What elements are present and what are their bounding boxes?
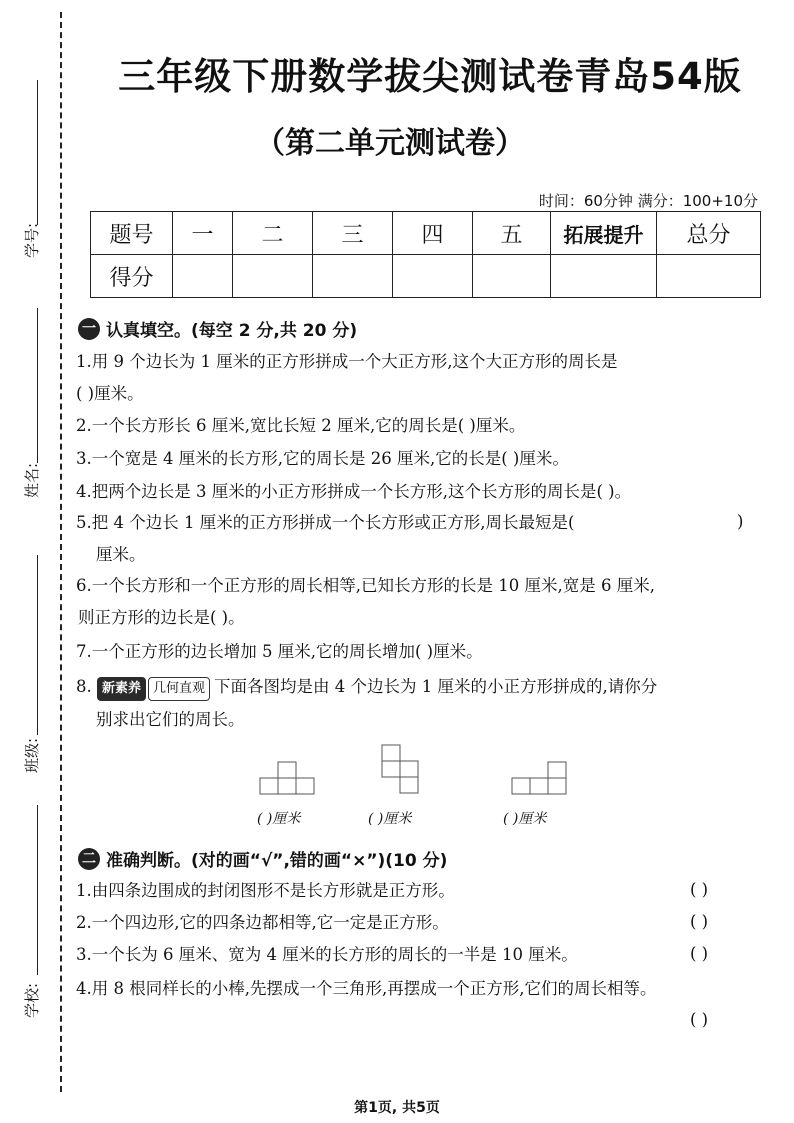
- figure-1-square: [278, 762, 296, 778]
- figure-1-square: [260, 778, 278, 794]
- score-header-cell: 四: [393, 212, 473, 255]
- student-id-label: 学号:: [23, 222, 42, 259]
- page-subtitle: （第二单元测试卷）: [255, 126, 525, 161]
- score-header-cell: 总分: [657, 212, 761, 255]
- answer-bracket[interactable]: ( ): [690, 944, 709, 963]
- question-1-1-cont: ( )厘米。: [76, 384, 144, 403]
- section-badge: 一: [78, 318, 100, 340]
- question-1-8: [76, 676, 657, 701]
- score-cell[interactable]: [173, 255, 233, 298]
- question-2-4: 4.用 8 根同样长的小棒,先摆成一个三角形,再摆成一个正方形,它们的周长相等。: [76, 979, 657, 998]
- question-1-2: 2.一个长方形长 6 厘米,宽比长短 2 厘米,它的周长是( )厘米。: [76, 416, 526, 435]
- answer-bracket[interactable]: ( ): [690, 880, 709, 899]
- name-line: [37, 308, 38, 463]
- question-1-3: 3.一个宽是 4 厘米的长方形,它的周长是 26 厘米,它的长是( )厘米。: [76, 449, 569, 468]
- question-1-5: 5.把 4 个边长 1 厘米的正方形拼成一个长方形或正方形,周长最短是(: [76, 513, 575, 532]
- section-1-heading: [78, 316, 357, 341]
- question-number: 8.: [76, 677, 92, 696]
- score-header-cell: 五: [473, 212, 551, 255]
- question-1-7: 7.一个正方形的边长增加 5 厘米,它的周长增加( )厘米。: [76, 642, 483, 661]
- section-2-title: 准确判断。(对的画“√”,错的画“×”)(10 分): [106, 851, 448, 871]
- figure-2-square: [382, 761, 400, 777]
- question-2-1: 1.由四条边围成的封闭图形不是长方形就是正方形。: [76, 881, 455, 900]
- section-1-title: 认真填空。(每空 2 分,共 20 分): [106, 321, 358, 341]
- score-header-cell: 三: [313, 212, 393, 255]
- score-row-label: 得分: [91, 255, 173, 298]
- figure-1-square: [278, 778, 296, 794]
- figure-2-square: [400, 761, 418, 777]
- answer-bracket[interactable]: ( ): [690, 1010, 709, 1029]
- score-cell[interactable]: [473, 255, 551, 298]
- new-literacy-tag: 新素养: [97, 677, 146, 701]
- figure-3-square: [530, 778, 548, 794]
- cut-line: [60, 12, 62, 1092]
- question-1-5-cont: 厘米。: [96, 545, 146, 564]
- figure-3-tetromino: [510, 758, 574, 798]
- score-table-score-row: [91, 255, 761, 298]
- question-2-3: 3.一个长为 6 厘米、宽为 4 厘米的长方形的周长的一半是 10 厘米。: [76, 945, 578, 964]
- score-cell[interactable]: [657, 255, 761, 298]
- figure-3-square: [512, 778, 530, 794]
- figure-2-square: [382, 745, 400, 761]
- figure-3-square: [548, 778, 566, 794]
- time-score-info: 时间：60分钟 满分：100+10分: [538, 192, 758, 210]
- figure-1-tetromino: [258, 758, 322, 798]
- figure-2-square: [400, 777, 418, 793]
- page-footer: 第1页, 共5页: [354, 1100, 440, 1116]
- score-header-cell: 一: [173, 212, 233, 255]
- score-cell[interactable]: [313, 255, 393, 298]
- figure-2-tetromino: [380, 743, 424, 805]
- question-1-6: 6.一个长方形和一个正方形的周长相等,已知长方形的长是 10 厘米,宽是 6 厘米,: [76, 576, 655, 595]
- score-cell[interactable]: [551, 255, 657, 298]
- score-cell[interactable]: [393, 255, 473, 298]
- figure-2-answer: ( )厘米: [368, 811, 412, 827]
- score-header-cell: 二: [233, 212, 313, 255]
- section-badge: 二: [78, 848, 100, 870]
- question-1-8-cont: 别求出它们的周长。: [96, 710, 245, 729]
- page-title: 三年级下册数学拔尖测试卷青岛54版: [118, 55, 742, 98]
- figure-3-answer: ( )厘米: [503, 811, 547, 827]
- class-line: [37, 555, 38, 735]
- score-header-cell: 拓展提升: [551, 212, 657, 255]
- answer-bracket[interactable]: ( ): [690, 912, 709, 931]
- question-1-1: 1.用 9 个边长为 1 厘米的正方形拼成一个大正方形,这个大正方形的周长是: [76, 352, 618, 371]
- question-text: 下面各图均是由 4 个边长为 1 厘米的小正方形拼成的,请你分: [214, 677, 658, 696]
- question-2-2: 2.一个四边形,它的四条边都相等,它一定是正方形。: [76, 913, 449, 932]
- class-label: 班级:: [23, 737, 42, 774]
- section-2-heading: [78, 846, 447, 871]
- school-label: 学校:: [23, 982, 42, 1019]
- name-label: 姓名:: [23, 462, 42, 499]
- question-1-4: 4.把两个边长是 3 厘米的小正方形拼成一个长方形,这个长方形的周长是( )。: [76, 482, 632, 501]
- score-table-header-row: [91, 212, 761, 255]
- school-line: [37, 805, 38, 975]
- figure-3-square: [548, 762, 566, 778]
- binding-margin: [0, 0, 70, 1123]
- geometry-intuition-tag: 几何直观: [148, 677, 210, 701]
- question-1-5-bracket: ): [737, 512, 744, 531]
- score-header-cell: 题号: [91, 212, 173, 255]
- figure-1-answer: ( )厘米: [257, 811, 301, 827]
- question-1-6-cont: 则正方形的边长是( )。: [78, 608, 245, 627]
- student-id-line: [37, 80, 38, 225]
- score-cell[interactable]: [233, 255, 313, 298]
- figure-1-square: [296, 778, 314, 794]
- score-table: [90, 211, 761, 298]
